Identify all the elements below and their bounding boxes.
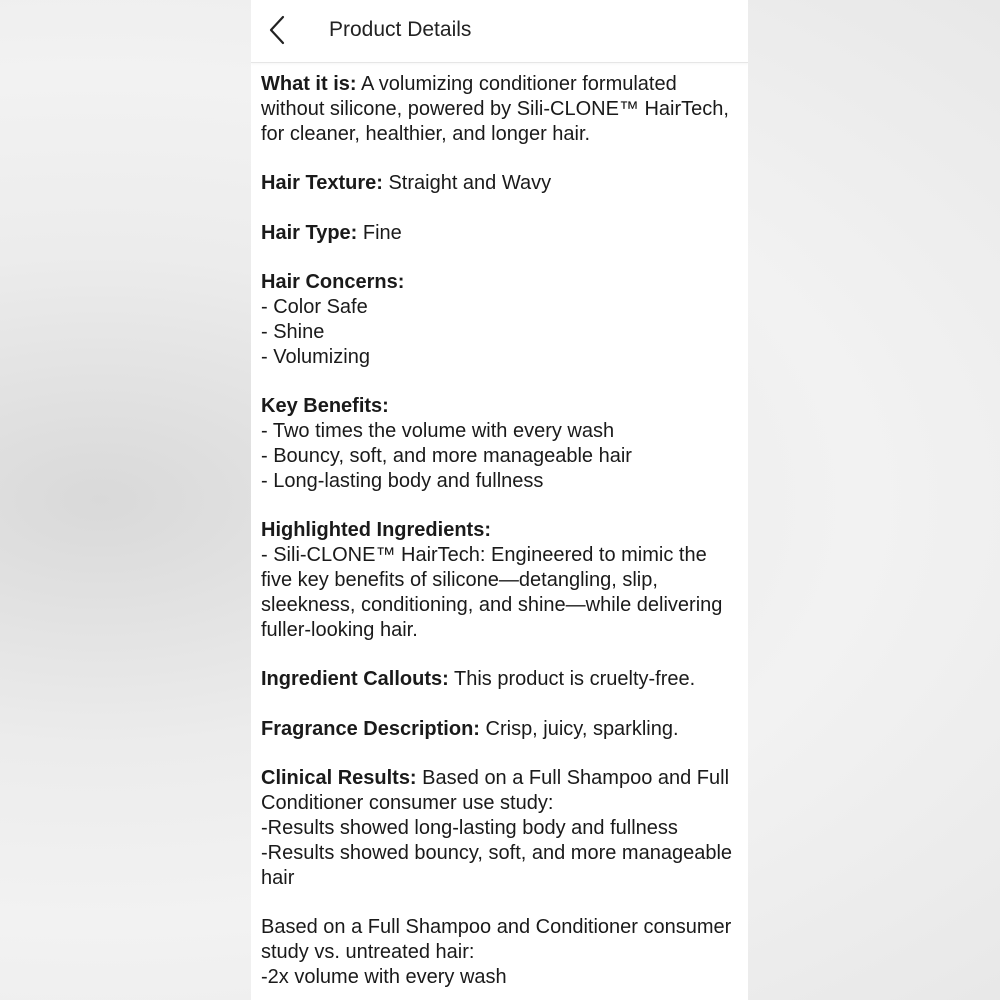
ingredient-callouts-text: This product is cruelty-free. xyxy=(454,668,696,691)
ingredient-callouts-label: Ingredient Callouts: xyxy=(261,668,449,691)
hair-concerns-label: Hair Concerns: xyxy=(261,271,405,294)
list-item: - Long-lasting body and fullness xyxy=(261,469,544,492)
section-what-it-is xyxy=(261,72,741,146)
highlighted-ingredients-text: - Sili-CLONE™ HairTech: Engineered to mimic the five key benefits of silicone—detangling, slip, sleekness, conditioning, and shine—while delivering fuller-looking hair. xyxy=(261,544,723,641)
chevron-left-icon xyxy=(265,14,291,46)
product-details-content xyxy=(261,72,741,1000)
list-item: - Volumizing xyxy=(261,345,370,368)
second-study-text: Based on a Full Shampoo and Conditioner consumer study vs. untreated hair: xyxy=(261,916,732,963)
hair-type-label: Hair Type: xyxy=(261,221,358,244)
section-highlighted-ingredients xyxy=(261,518,741,642)
what-it-is-label: What it is: xyxy=(261,73,357,95)
list-item: - Bouncy, soft, and more manageable hair xyxy=(261,444,632,467)
section-hair-type xyxy=(261,221,741,246)
list-item: -Results showed bouncy, soft, and more manageable hair xyxy=(261,841,733,889)
clinical-results-text: Based on a Full Shampoo and Full Conditioner consumer use study: xyxy=(261,767,730,815)
section-second-study xyxy=(261,915,741,989)
list-item: - Two times the volume with every wash xyxy=(261,420,615,443)
page-title: Product Details xyxy=(329,18,472,41)
top-app-bar xyxy=(251,0,748,63)
list-item: -2x volume with every wash xyxy=(261,965,507,988)
what-it-is-text: A volumizing conditioner formulated without silicone, powered by Sili-CLONE™ HairTech, for cleaner, healthier, and longer hair. xyxy=(261,73,729,145)
clinical-results-label: Clinical Results: xyxy=(261,767,417,790)
section-key-benefits xyxy=(261,394,741,493)
list-item: -Results showed long-lasting body and fullness xyxy=(261,816,678,839)
back-button[interactable] xyxy=(265,14,291,46)
section-hair-texture xyxy=(261,171,741,196)
section-ingredient-callouts xyxy=(261,667,741,692)
highlighted-ingredients-label: Highlighted Ingredients: xyxy=(261,519,491,542)
phone-screen xyxy=(251,0,748,1000)
list-item: - Shine xyxy=(261,320,325,343)
section-clinical-results xyxy=(261,766,741,890)
fragrance-description-label: Fragrance Description: xyxy=(261,717,480,740)
section-hair-concerns xyxy=(261,270,741,369)
section-fragrance-description xyxy=(261,717,741,742)
hair-texture-value: Straight and Wavy xyxy=(388,172,552,195)
hair-texture-label: Hair Texture: xyxy=(261,172,383,195)
fragrance-description-text: Crisp, juicy, sparkling. xyxy=(485,717,679,740)
key-benefits-label: Key Benefits: xyxy=(261,395,389,418)
list-item: - Color Safe xyxy=(261,296,368,319)
hair-type-value: Fine xyxy=(362,221,402,244)
